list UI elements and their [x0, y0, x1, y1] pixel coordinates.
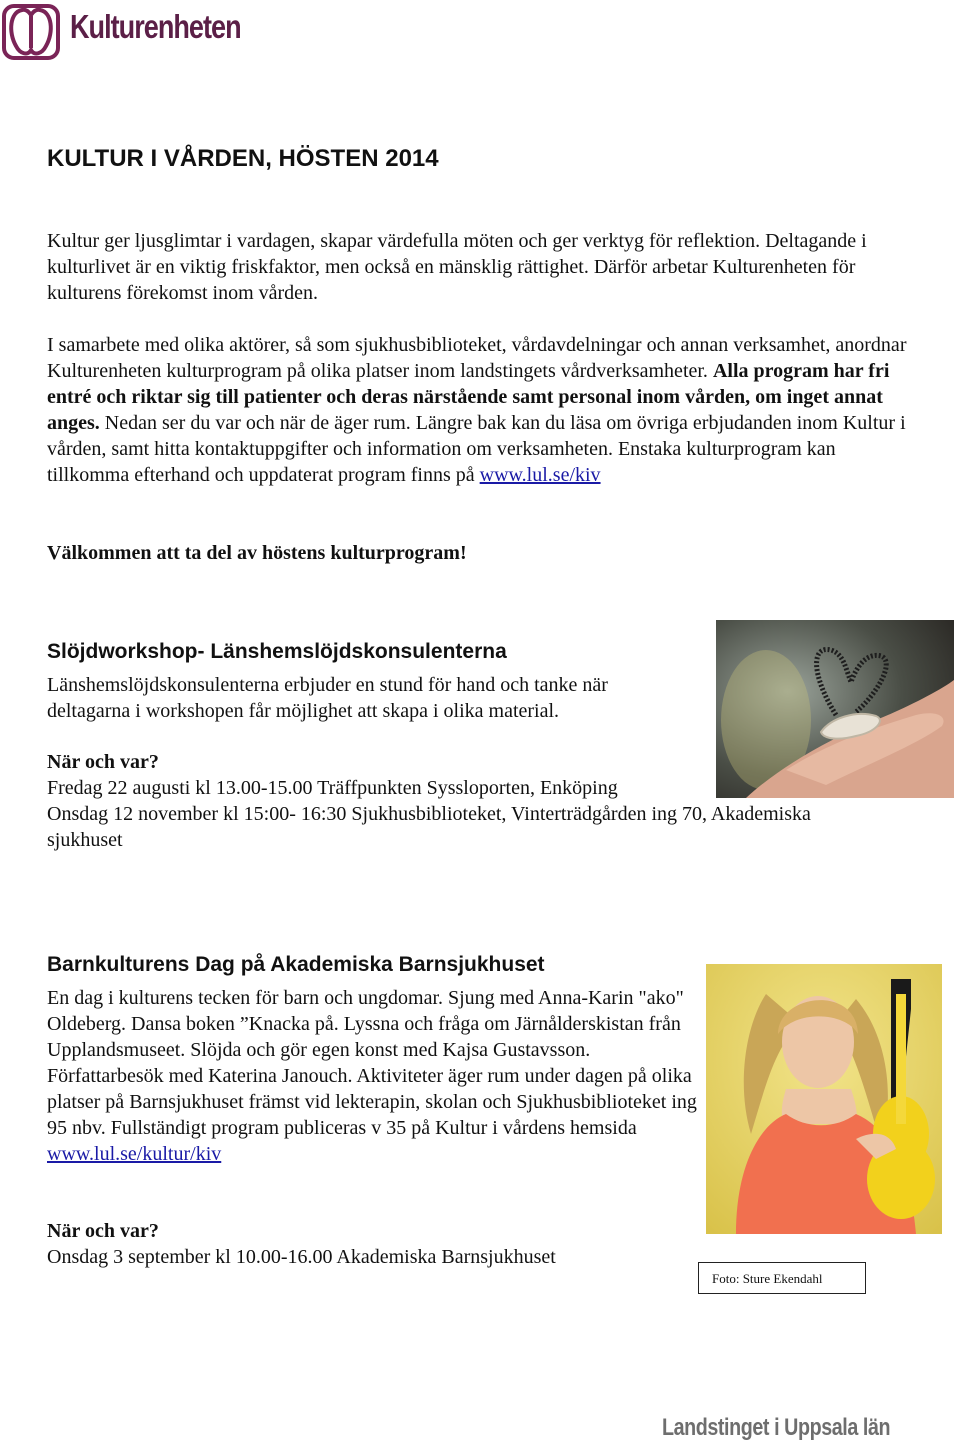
footer-organization: Landstinget i Uppsala län: [662, 1414, 891, 1441]
kulturenheten-logo-icon: [2, 2, 60, 60]
section2-body: [47, 985, 697, 1167]
photo-credit-box: Foto: Sture Ekendahl: [698, 1262, 866, 1294]
kiv-link[interactable]: www.lul.se/kiv: [479, 464, 601, 486]
page-title: KULTUR I VÅRDEN, HÖSTEN 2014: [47, 145, 439, 172]
section1-when-2: Onsdag 12 november kl 15:00- 16:30 Sjukhusbiblioteket, Vinterträdgården ing 70, Akademiska sjukhuset: [47, 803, 811, 851]
welcome-text: Välkommen att ta del av höstens kulturprogram!: [47, 542, 467, 564]
section2-body-text: En dag i kulturens tecken för barn och ungdomar. Sjung med Anna-Karin "ako" Oldeberg. Dansa boken ”Knacka på. Lyssna och fråga om Järnålderskistan från Upplandsmuseet. Slöjda och gör egen konst med Kajsa Gustavsson. Författarbesök med Katerina Janouch. Aktiviteter äger rum under dagen på olika platser på Barnsjukhuset främst vid lekterapin, skolan och Sjukhusbiblioteket ing 95 nbv. Fullständigt program publiceras v 35 på Kultur i vårdens hemsida: [47, 987, 697, 1139]
section1-body: Länshemslöjdskonsulenterna erbjuder en stund för hand och tanke när deltagarna i workshopen får möjlighet att skapa i olika material.: [47, 674, 608, 722]
brand-name: Kulturenheten: [70, 8, 241, 45]
section1-title: Slöjdworkshop- Länshemslöjdskonsulenterna: [47, 640, 507, 663]
intro-paragraph-1: Kultur ger ljusglimtar i vardagen, skapar värdefulla möten och ger verktyg för reflektion. Deltagande i kulturlivet är en viktig friskfaktor, men också en mänsklig rättighet. Därför arbetar Kulturenheten för kulturens förekomst inom vården.: [47, 230, 867, 304]
craft-hand-photo: [716, 620, 954, 798]
section1-when-label: När och var?: [47, 751, 159, 773]
section2-when-label: När och var?: [47, 1220, 159, 1242]
kultur-kiv-link[interactable]: www.lul.se/kultur/kiv: [47, 1143, 222, 1165]
intro-text-a: I samarbete med olika aktörer, så som sjukhusbiblioteket, vårdavdelningar och annan verksamhet, anordnar Kulturenheten kulturprogram på olika platser inom landstingets vårdverksamheter.: [47, 334, 907, 382]
intro-paragraph-2: [47, 332, 907, 488]
section2-when-1: Onsdag 3 september kl 10.00-16.00 Akademiska Barnsjukhuset: [47, 1246, 556, 1268]
section2-when: [47, 1218, 687, 1270]
section1-when-1: Fredag 22 augusti kl 13.00-15.00 Träffpunkten Syssloporten, Enköping: [47, 777, 618, 799]
singer-ukulele-photo: [706, 964, 942, 1234]
intro-bold-text: Alla program har fri entré och riktar sig till patienter och deras närstående samt personal inom vården, om inget annat anges.: [47, 360, 890, 434]
section2-title: Barnkulturens Dag på Akademiska Barnsjukhuset: [47, 953, 545, 976]
intro-text-b: Nedan ser du var och när de äger rum. Längre bak kan du läsa om övriga erbjudanden inom Kultur i vården, samt hitta kontaktuppgifter och information om verksamheten. Enstaka kulturprogram kan tillkomma efterhand och uppdaterat program finns på: [47, 412, 906, 486]
